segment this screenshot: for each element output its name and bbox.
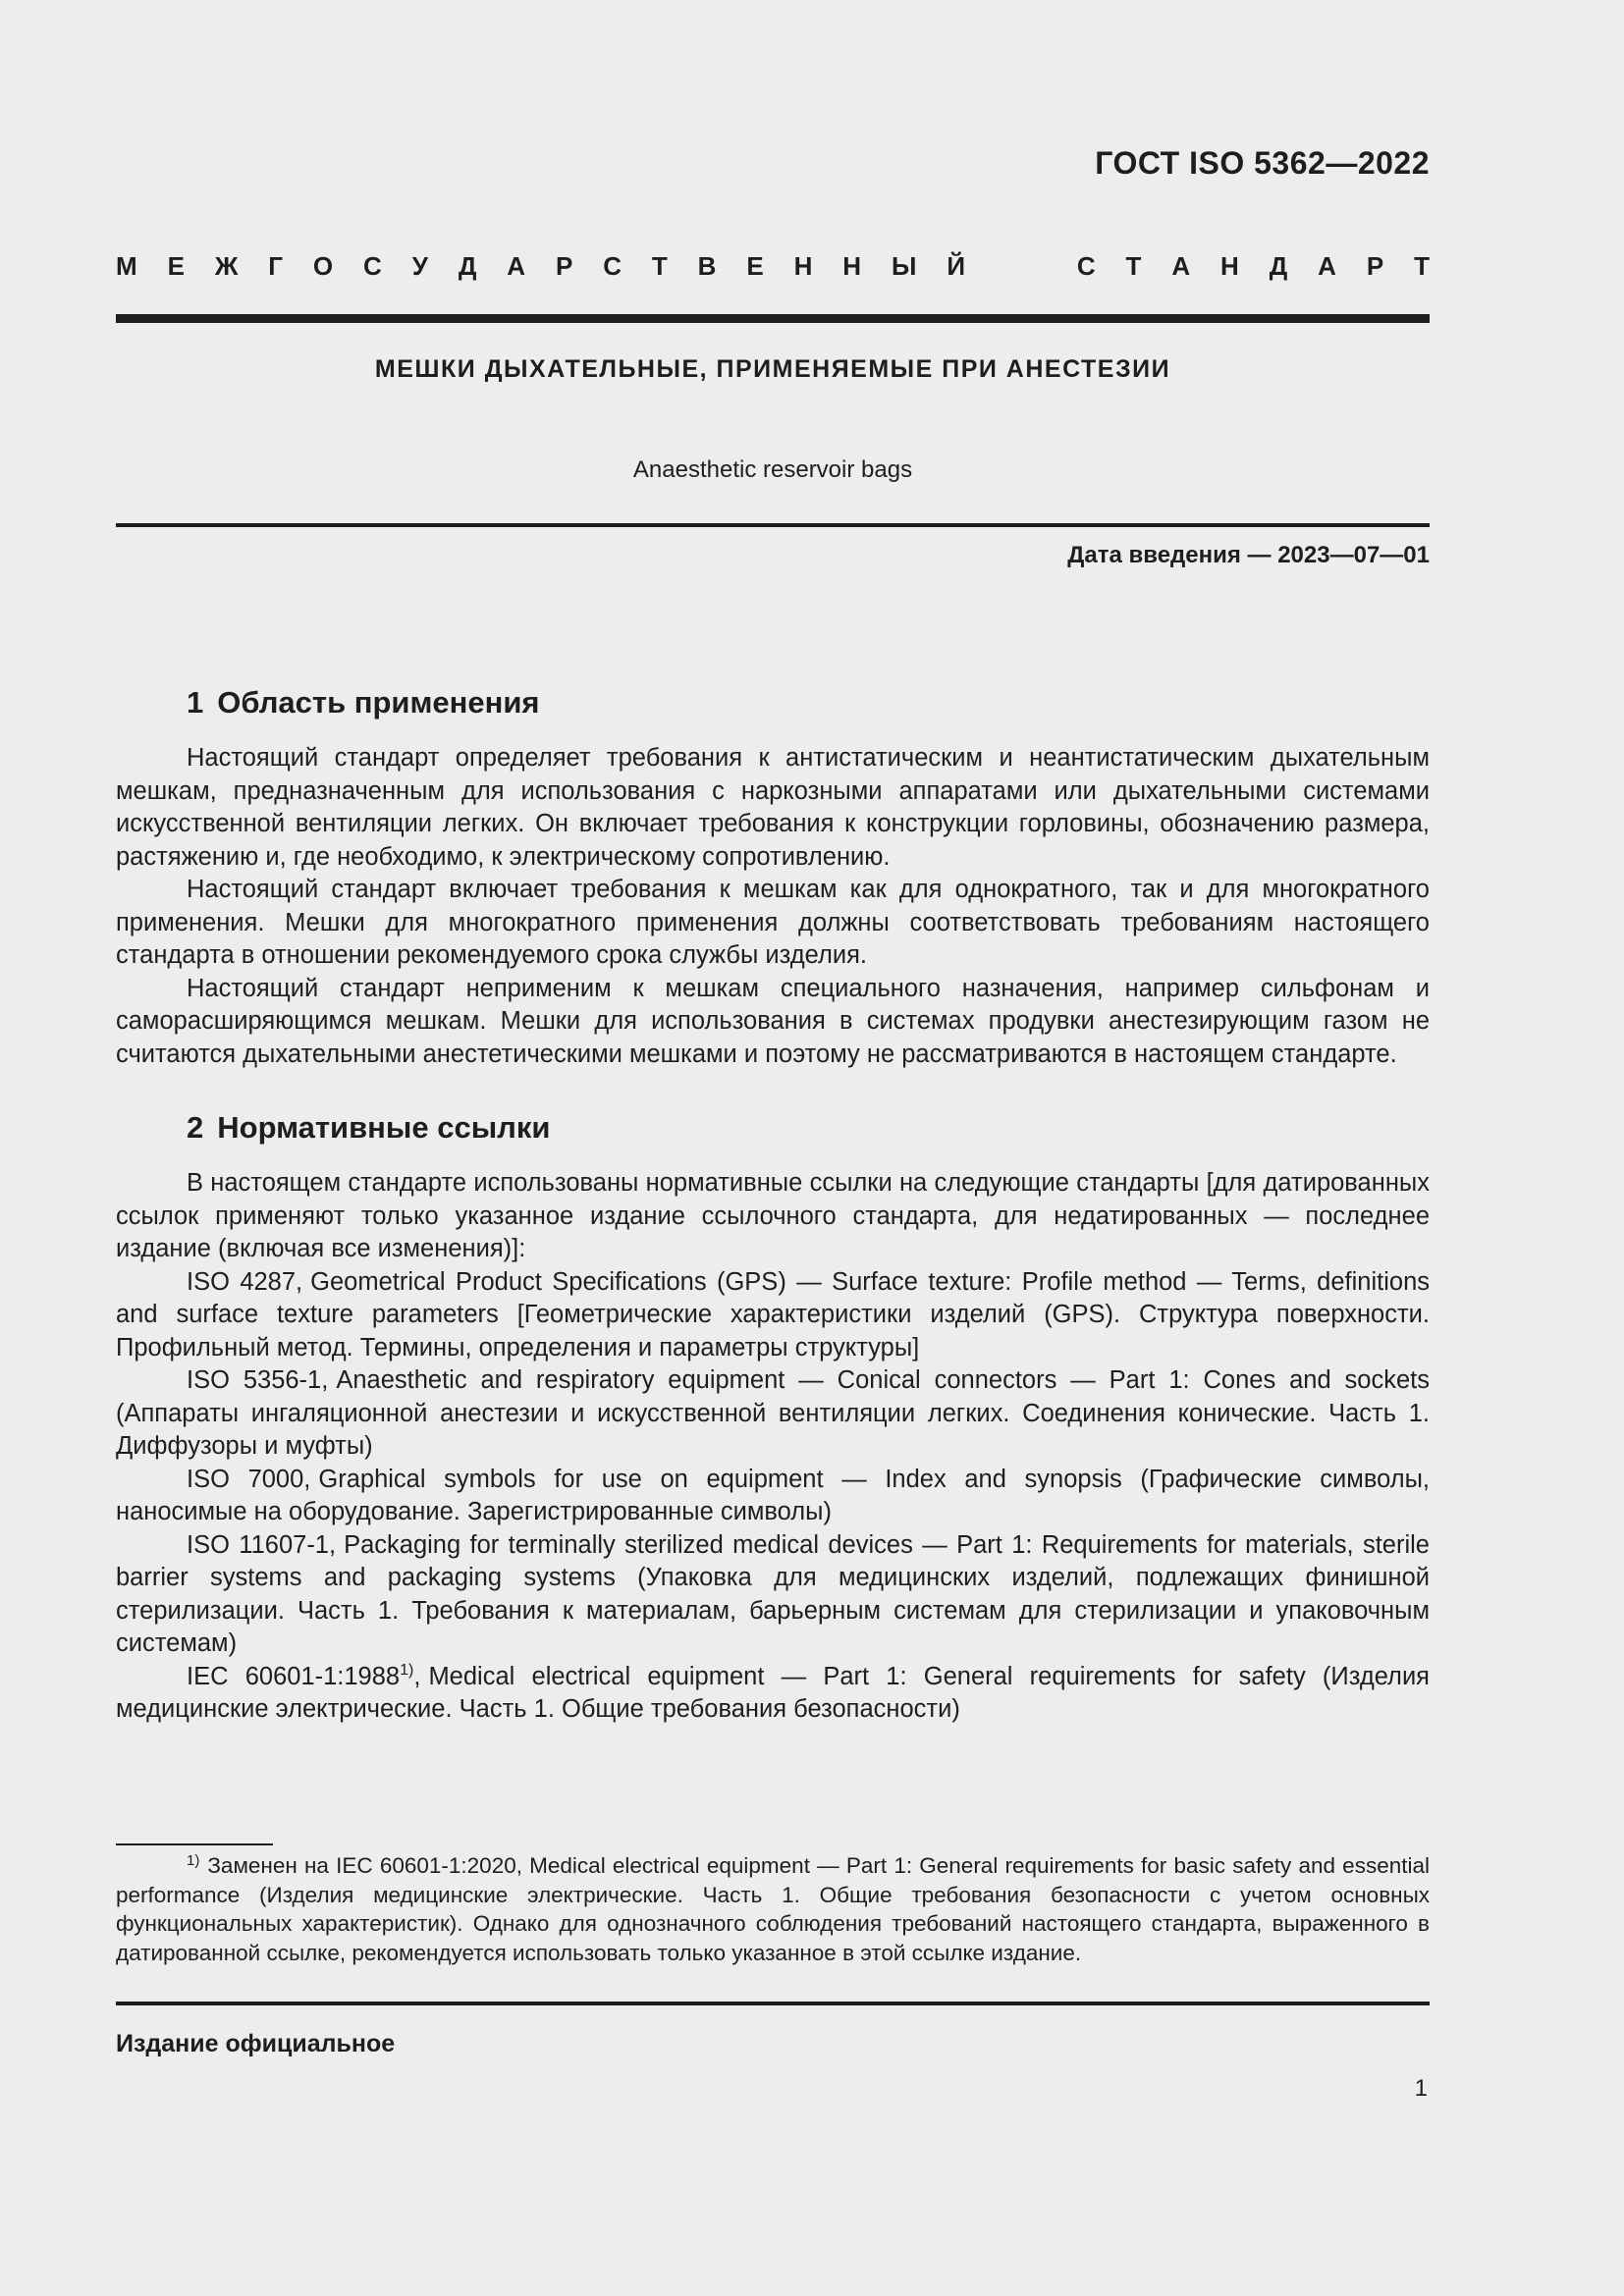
reference-code: ISO 5356-1, — [187, 1366, 329, 1394]
section-title: Область применения — [217, 685, 540, 720]
reference-text: Graphical symbols for use on equipment — Index and synopsis (Графические символы, наносимые на оборудование. Зарегистрированные символы) — [116, 1465, 1431, 1525]
letter: Т — [1414, 251, 1430, 281]
letter: А — [1171, 251, 1191, 281]
letter: Е — [167, 251, 185, 281]
reference-code: ISO 4287, — [187, 1267, 303, 1296]
footnote-body: Заменен на IEC 60601-1:2020, Medical electrical equipment — Part 1: General requirements for basic safety and essential performance (Изделия медицинские электрические. Часть 1. Общие требования безопасности с учетом основных функциональных характеристик). Однако для однозначного соблюдения требований настоящего стандарта, выраженного в датированной ссылке, рекомендуется использовать только указанное в этой ссылке издание. — [116, 1853, 1430, 1965]
letter: Н — [793, 251, 813, 281]
letter: Р — [1366, 251, 1384, 281]
section-normative-references — [116, 1108, 1430, 1727]
letter: Е — [746, 251, 764, 281]
document-body — [116, 683, 1430, 1727]
title-divider — [116, 523, 1430, 527]
footnote-reference[interactable]: 1) — [400, 1661, 414, 1679]
word-gap — [996, 251, 1047, 282]
letter: Ы — [891, 251, 917, 281]
letter: С — [603, 251, 622, 281]
letter: Ж — [214, 251, 239, 281]
section-title: Нормативные ссылки — [217, 1110, 551, 1145]
reference-item — [116, 1661, 1430, 1727]
letter: Т — [651, 251, 668, 281]
footnote-text — [116, 1851, 1430, 1967]
letter: Д — [1269, 251, 1288, 281]
reference-text: Anaesthetic and respiratory equipment — Conical connectors — Part 1: Cones and sockets (Аппараты ингаляционной анестезии и искусственной вентиляции легких. Соединения конические. Часть 1. Диффузоры и муфты) — [116, 1366, 1431, 1460]
letter: А — [1318, 251, 1336, 281]
footnote-marker: 1) — [187, 1852, 200, 1869]
standard-code: ГОСТ ISO 5362—2022 — [1095, 145, 1430, 181]
letter: Н — [1220, 251, 1239, 281]
paragraph: Настоящий стандарт определяет требования к антистатическим и неантистатическим дыхательным мешкам, предназначенным для использования с наркозными аппаратами или дыхательными системами искусственной вентиляции легких. Он включает требования к конструкции горловины, обозначению размера, растяжению и, где необходимо, к электрическому сопротивлению. — [116, 744, 1430, 871]
reference-code: IEC 60601-1:1988 — [187, 1662, 401, 1690]
reference-code: ISO 11607-1, — [187, 1530, 337, 1559]
header-divider — [116, 314, 1430, 323]
letter: Н — [842, 251, 862, 281]
letter: В — [697, 251, 717, 281]
introduction-date: Дата введения — 2023—07—01 — [1067, 542, 1430, 568]
letter: Т — [1125, 251, 1142, 281]
paragraph: Настоящий стандарт неприменим к мешкам специального назначения, например сильфонам и саморасширяющимся мешкам. Мешки для использования в системах продувки анестезирующим газом не считаются дыхательными анестетическими мешками и поэтому не рассматриваются в настоящем стандарте. — [116, 974, 1430, 1068]
edition-label: Издание официальное — [116, 2030, 396, 2057]
letter: С — [363, 251, 382, 281]
footer-divider — [116, 2002, 1430, 2005]
document-title-english: Anaesthetic reservoir bags — [632, 456, 913, 483]
reference-item — [116, 1529, 1430, 1661]
reference-text: Medical electrical equipment — Part 1: General requirements for safety (Изделия медицинские электрические. Часть 1. Общие требования безопасности) — [116, 1662, 1430, 1723]
letter: Д — [458, 251, 477, 281]
section-heading — [187, 1108, 1430, 1148]
letter: У — [411, 251, 428, 281]
reference-item — [116, 1266, 1430, 1365]
interstate-standard-label — [116, 251, 1430, 282]
footnote-divider — [116, 1843, 273, 1845]
reference-text: Geometrical Product Specifications (GPS) — Surface texture: Profile method — Terms, definitions and surface texture parameters [Геометрические характеристики изделий (GPS). Структура поверхности. Профильный метод. Термины, определения и параметры структуры] — [116, 1267, 1431, 1362]
document-title: МЕШКИ ДЫХАТЕЛЬНЫЕ, ПРИМЕНЯЕМЫЕ ПРИ АНЕСТЕЗИИ — [374, 355, 1171, 383]
letter: Й — [947, 251, 966, 281]
letter: С — [1076, 251, 1096, 281]
letter: Г — [268, 251, 283, 281]
letter: А — [507, 251, 526, 281]
reference-item — [116, 1464, 1430, 1529]
reference-item — [116, 1364, 1430, 1464]
page-number: 1 — [1414, 2075, 1428, 2102]
section-heading — [187, 683, 1430, 722]
reference-code: ISO 7000, — [187, 1465, 311, 1493]
letter: О — [312, 251, 334, 281]
paragraph: В настоящем стандарте использованы нормативные ссылки на следующие стандарты [для датированных ссылок применяют только указанное издание ссылочного стандарта, для недатированных — последнее издание (включая все изменения)]: — [116, 1169, 1430, 1262]
letter: М — [116, 251, 137, 281]
section-number: 1 — [187, 685, 204, 720]
letter: Р — [555, 251, 573, 281]
reference-comma: , — [413, 1662, 421, 1690]
section-number: 2 — [187, 1110, 204, 1145]
section-scope — [116, 683, 1430, 1071]
footnote — [116, 1851, 1430, 1967]
reference-text: Packaging for terminally sterilized medical devices — Part 1: Requirements for materials, sterile barrier systems and packaging systems (Упаковка для медицинских изделий, подлежащих финишной стерилизации. Часть 1. Требования к материалам, барьерным системам для стерилизации и упаковочным системам) — [116, 1530, 1430, 1657]
paragraph: Настоящий стандарт включает требования к мешкам как для однократного, так и для многократного применения. Мешки для многократного применения должны соответствовать требованиям настоящего стандарта в отношении рекомендуемого срока службы изделия. — [116, 876, 1430, 969]
